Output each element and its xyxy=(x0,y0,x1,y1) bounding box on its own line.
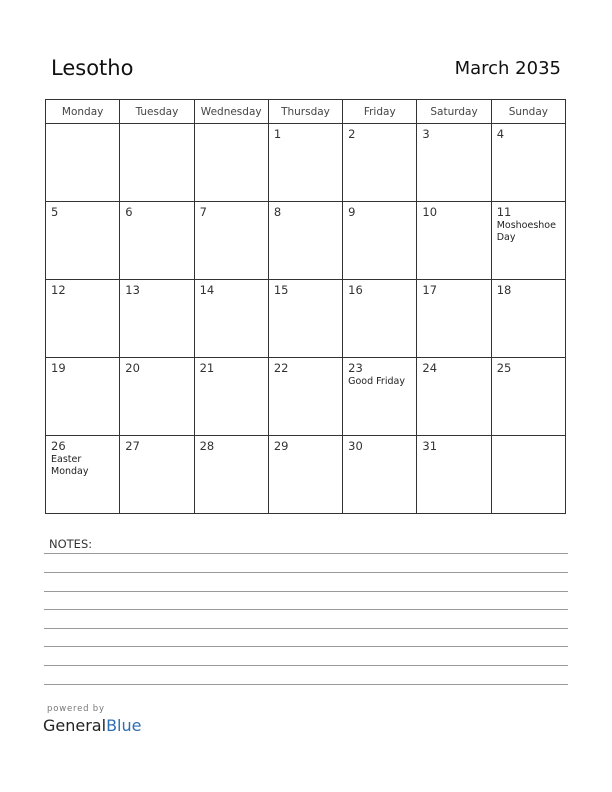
weekday-header: Saturday xyxy=(417,100,491,124)
day-cell xyxy=(417,124,491,202)
day-cell xyxy=(343,358,417,436)
day-cell xyxy=(491,202,565,280)
day-number: 11 xyxy=(496,205,512,219)
note-line xyxy=(44,572,568,573)
holiday-label: Moshoeshoe Day xyxy=(496,220,556,243)
day-number: 23 xyxy=(348,361,363,375)
day-number: 24 xyxy=(422,361,438,375)
day-number: 26 xyxy=(51,439,66,453)
weekday-header: Friday xyxy=(343,100,417,124)
note-line xyxy=(44,665,568,666)
day-number: 28 xyxy=(199,439,215,453)
day-number: 1 xyxy=(273,127,282,141)
day-cell xyxy=(268,124,342,202)
day-cell xyxy=(120,436,194,514)
day-cell xyxy=(194,358,268,436)
day-number: 7 xyxy=(199,205,207,219)
day-number: 10 xyxy=(422,205,438,219)
day-number: 3 xyxy=(422,127,430,141)
note-line xyxy=(44,553,568,554)
week-row xyxy=(46,124,566,202)
day-cell xyxy=(343,280,417,358)
day-cell xyxy=(417,280,491,358)
note-line xyxy=(44,628,568,629)
day-cell xyxy=(194,124,268,202)
day-number: 21 xyxy=(199,361,215,375)
weekday-header: Thursday xyxy=(268,100,342,124)
day-cell xyxy=(268,280,342,358)
day-number: 17 xyxy=(422,283,438,297)
day-number: 12 xyxy=(51,283,66,297)
weekday-header: Sunday xyxy=(491,100,565,124)
week-row xyxy=(46,202,566,280)
day-cell xyxy=(268,202,342,280)
day-number: 18 xyxy=(496,283,512,297)
brand-name-general: General xyxy=(43,716,107,735)
day-cell xyxy=(268,436,342,514)
note-line xyxy=(44,684,568,685)
day-number: 20 xyxy=(125,361,140,375)
day-cell xyxy=(343,124,417,202)
country-title: Lesotho xyxy=(51,56,134,80)
day-cell xyxy=(120,280,194,358)
day-cell xyxy=(417,202,491,280)
brand-name xyxy=(43,716,141,735)
day-cell xyxy=(46,202,120,280)
day-cell xyxy=(417,436,491,514)
day-number: 13 xyxy=(125,283,140,297)
brand-name-blue: Blue xyxy=(106,716,142,735)
day-number: 25 xyxy=(496,361,512,375)
day-number: 16 xyxy=(348,283,363,297)
day-number: 19 xyxy=(51,361,66,375)
day-number: 9 xyxy=(348,205,356,219)
day-number: 22 xyxy=(273,361,289,375)
day-cell xyxy=(120,358,194,436)
note-line xyxy=(44,646,568,647)
week-row xyxy=(46,280,566,358)
day-cell xyxy=(343,436,417,514)
week-row xyxy=(46,358,566,436)
day-number: 31 xyxy=(422,439,438,453)
day-cell xyxy=(194,280,268,358)
weekday-header: Wednesday xyxy=(194,100,268,124)
day-cell xyxy=(343,202,417,280)
day-cell xyxy=(194,202,268,280)
day-number: 29 xyxy=(273,439,289,453)
day-number: 8 xyxy=(273,205,282,219)
day-number: 27 xyxy=(125,439,140,453)
day-cell xyxy=(46,436,120,514)
day-number: 15 xyxy=(273,283,289,297)
day-number: 14 xyxy=(199,283,215,297)
day-cell xyxy=(46,124,120,202)
day-cell xyxy=(120,202,194,280)
weekday-header-row xyxy=(46,100,566,124)
day-cell xyxy=(491,436,565,514)
weekday-header: Monday xyxy=(46,100,120,124)
weekday-header: Tuesday xyxy=(120,100,194,124)
day-number: 5 xyxy=(51,205,59,219)
day-cell xyxy=(491,280,565,358)
day-cell xyxy=(417,358,491,436)
day-cell xyxy=(491,358,565,436)
day-cell xyxy=(46,280,120,358)
week-row xyxy=(46,436,566,514)
calendar-grid xyxy=(45,99,566,514)
holiday-label: Easter Monday xyxy=(51,454,89,477)
note-line xyxy=(44,609,568,610)
notes-label: NOTES: xyxy=(49,537,93,551)
note-line xyxy=(44,591,568,592)
day-cell xyxy=(268,358,342,436)
day-cell xyxy=(46,358,120,436)
day-number: 2 xyxy=(348,127,356,141)
holiday-label: Good Friday xyxy=(348,376,405,387)
day-number: 6 xyxy=(125,205,133,219)
day-number: 30 xyxy=(348,439,363,453)
powered-by-text: powered by xyxy=(47,704,105,714)
day-cell xyxy=(491,124,565,202)
day-cell xyxy=(194,436,268,514)
day-cell xyxy=(120,124,194,202)
month-year-title: March 2035 xyxy=(454,58,561,79)
day-number: 4 xyxy=(496,127,505,141)
generalblue-logo xyxy=(43,704,141,735)
